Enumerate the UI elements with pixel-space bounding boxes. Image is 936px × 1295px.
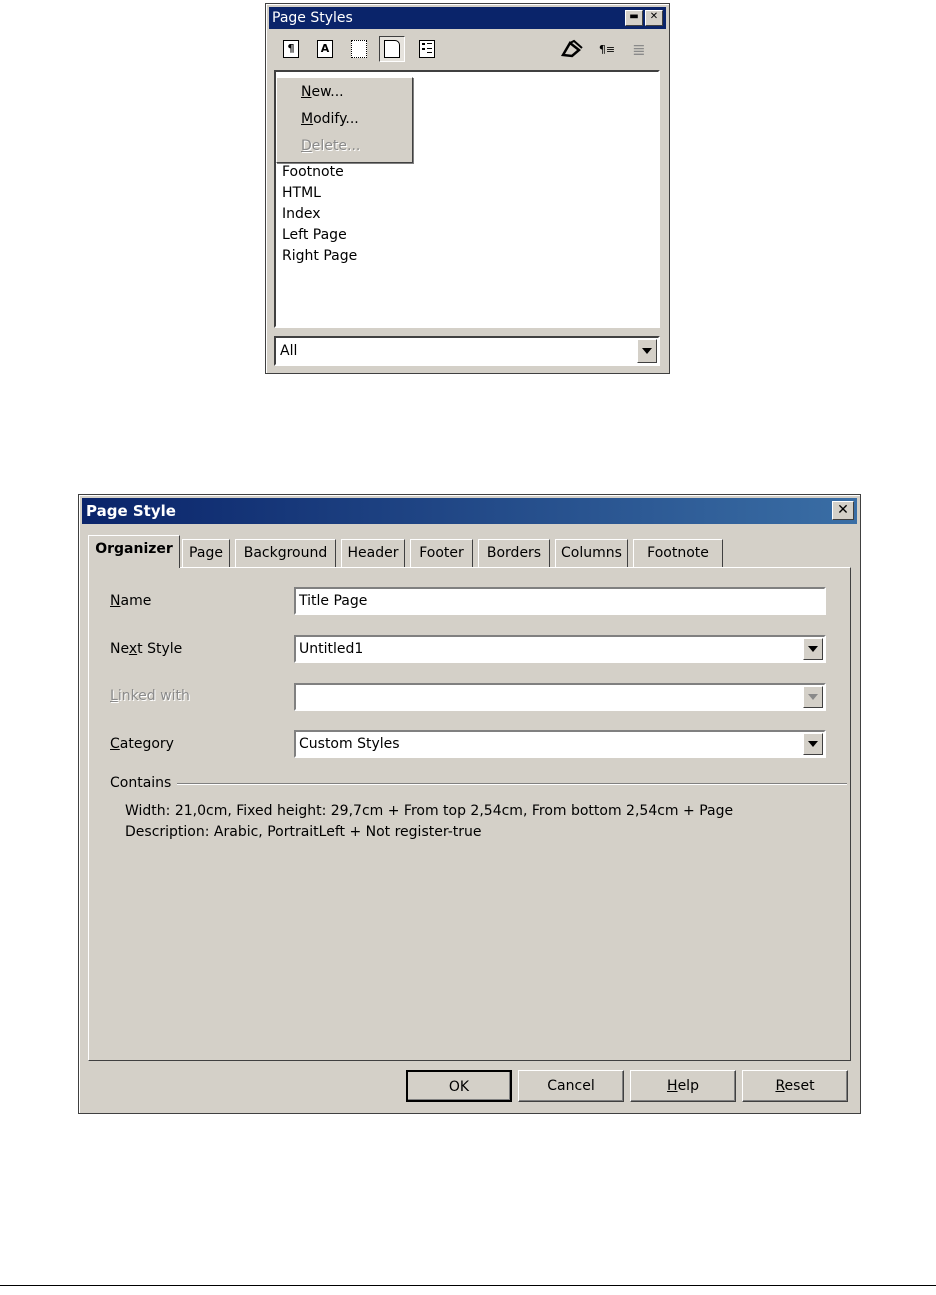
contains-label: Contains [110,775,172,791]
list-styles-icon [419,40,435,58]
page-styles-title: Page Styles [272,10,353,26]
help-button[interactable]: Help [630,1070,736,1102]
new-style-from-selection-button[interactable] [594,36,620,62]
close-button[interactable] [645,10,663,26]
list-item[interactable]: Right Page [282,248,358,264]
minimize-icon: ▬ [629,11,639,22]
chevron-down-icon [808,741,818,747]
page-bottom-rule [0,1285,936,1286]
frame-styles-button[interactable] [346,36,372,62]
tab-organizer[interactable]: Organizer [88,535,180,568]
linked-with-dropdown-button [803,686,823,708]
update-style-icon: ≣ [632,39,646,59]
dialog-title-bar[interactable] [82,498,857,524]
page-styles-button[interactable] [379,36,405,62]
update-style-button [626,36,652,62]
tab-page[interactable]: Page [182,539,230,567]
dialog-close-button[interactable] [832,501,854,520]
reset-button[interactable]: Reset [742,1070,848,1102]
style-filter-value: All [280,343,298,359]
tab-footer[interactable]: Footer [410,539,473,567]
tab-columns[interactable]: Columns [555,539,628,567]
cancel-button[interactable]: Cancel [518,1070,624,1102]
paragraph-styles-icon: ¶ [283,40,299,58]
next-style-label: Next Style [110,641,183,657]
linked-with-label: Linked with [110,688,190,704]
contains-description-line-2: Description: Arabic, PortraitLeft + Not register-true [125,824,482,840]
close-icon: ✕ [837,502,849,518]
contains-separator [177,783,847,785]
frame-styles-icon [351,40,367,58]
fill-format-mode-button[interactable] [559,36,585,62]
name-value: Title Page [299,593,368,609]
menu-item-delete: Delete... [301,138,361,154]
tab-footnote[interactable]: Footnote [633,539,723,567]
category-value: Custom Styles [299,736,400,752]
name-label: Name [110,593,152,609]
minimize-button[interactable] [625,10,643,26]
contains-description-line-1: Width: 21,0cm, Fixed height: 29,7cm + From top 2,54cm, From bottom 2,54cm + Page [125,803,734,819]
next-style-select[interactable] [294,635,826,663]
list-styles-button[interactable] [414,36,440,62]
list-item[interactable]: Left Page [282,227,347,243]
tab-borders[interactable]: Borders [478,539,550,567]
style-filter-dropdown-button[interactable] [637,339,657,363]
fill-format-icon [560,39,584,59]
next-style-value: Untitled1 [299,641,364,657]
ok-button[interactable]: OK [406,1070,512,1102]
style-filter-select[interactable] [274,336,660,366]
chevron-down-icon [642,348,652,354]
page-styles-title-bar[interactable] [269,7,666,29]
linked-with-select [294,683,826,711]
dialog-title: Page Style [86,502,176,520]
context-menu [276,77,413,163]
chevron-down-icon [808,694,818,700]
next-style-dropdown-button[interactable] [803,638,823,660]
close-icon: ✕ [649,11,659,22]
chevron-down-icon [808,646,818,652]
character-styles-icon: A [317,40,333,58]
character-styles-button[interactable] [312,36,338,62]
new-style-icon: ¶≡ [598,42,616,56]
name-input[interactable] [294,587,826,615]
page-style-dialog [78,494,861,1114]
category-dropdown-button[interactable] [803,733,823,755]
category-label: Category [110,736,174,752]
tab-background[interactable]: Background [235,539,336,567]
page-styles-window [265,3,670,374]
page-styles-icon [384,40,400,58]
list-item[interactable]: Index [282,206,321,222]
menu-item-new[interactable]: New... [301,84,344,100]
tab-header[interactable]: Header [341,539,405,567]
paragraph-styles-button[interactable] [278,36,304,62]
menu-item-modify[interactable]: Modify... [301,111,359,127]
category-select[interactable] [294,730,826,758]
list-item[interactable]: Footnote [282,164,344,180]
list-item[interactable]: HTML [282,185,321,201]
